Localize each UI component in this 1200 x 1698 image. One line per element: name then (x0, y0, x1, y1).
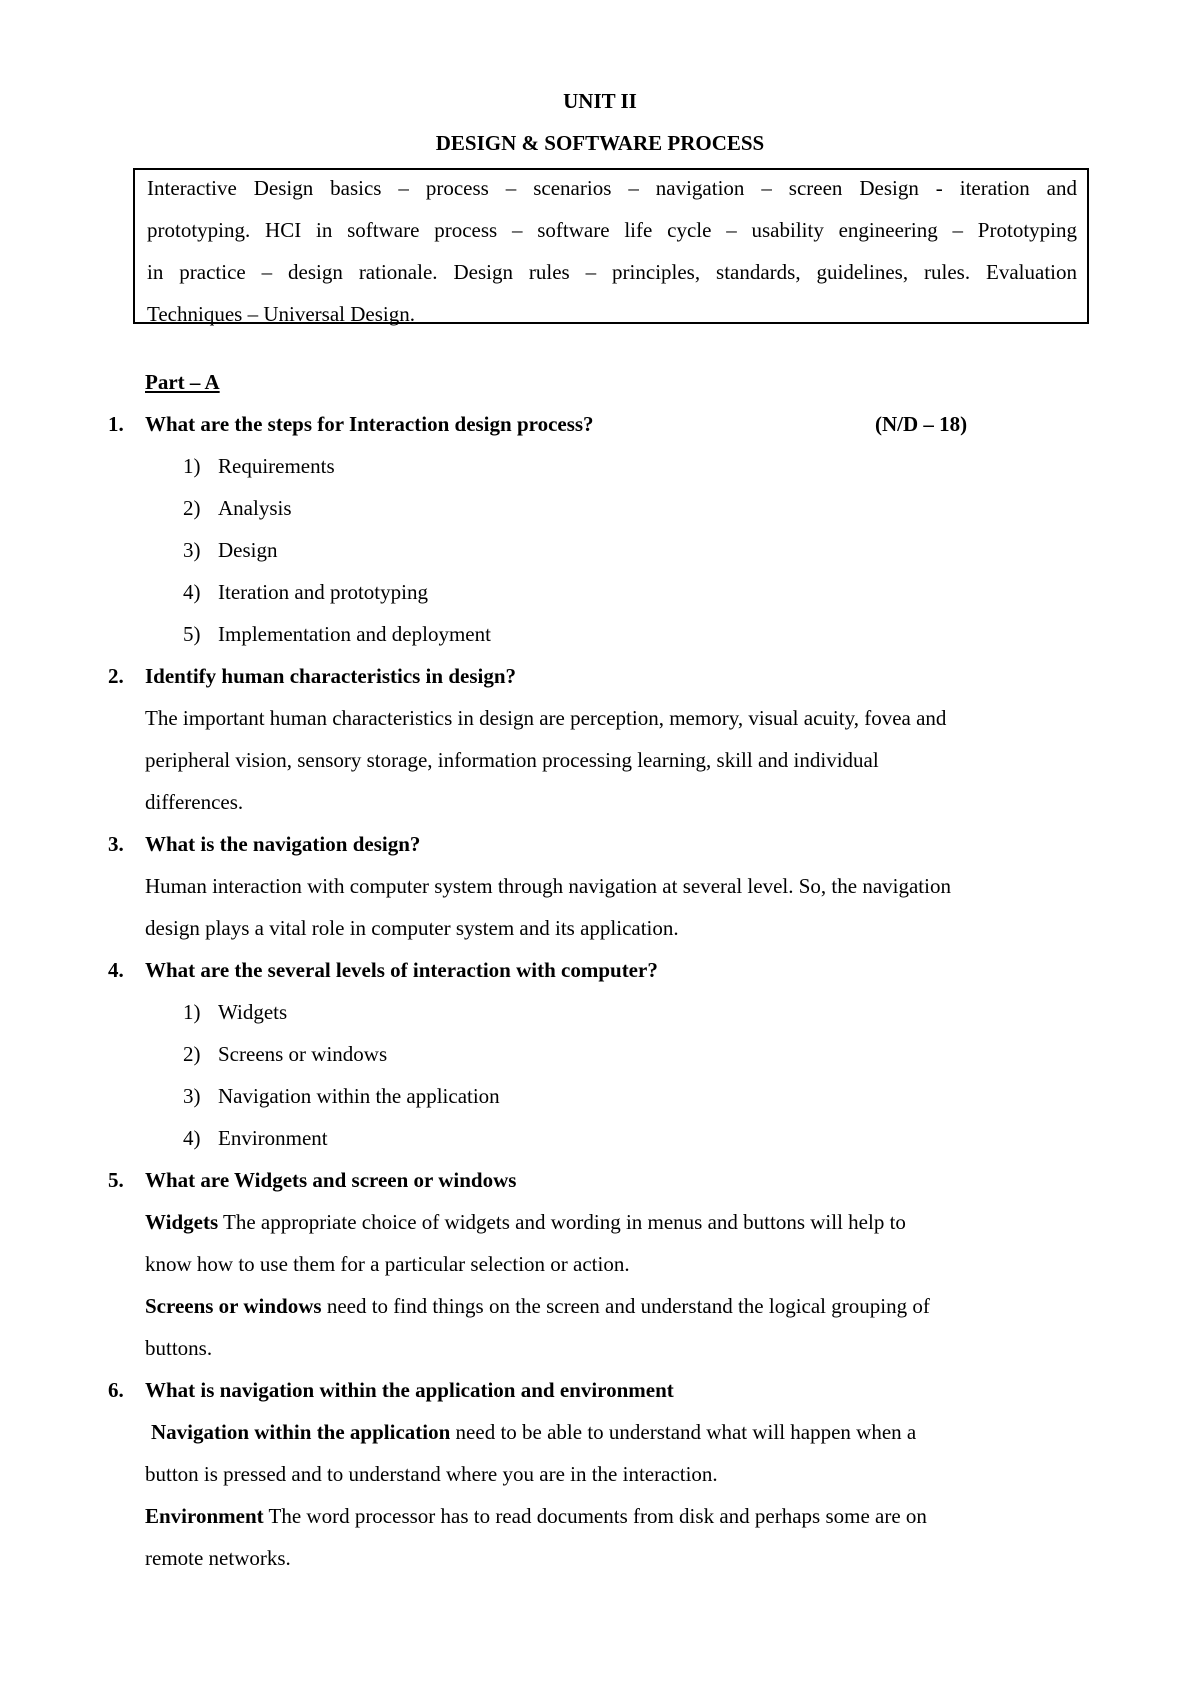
syllabus-line: in practice – design rationale. Design rules – principles, standards, guidelines, rules. Evaluation (147, 260, 1077, 284)
answer-line: button is pressed and to understand where you are in the interaction. (145, 1462, 718, 1486)
list-item: Design (218, 538, 278, 562)
answer-line: design plays a vital role in computer system and its application. (145, 916, 679, 940)
syllabus-line: Interactive Design basics – process – scenarios – navigation – screen Design - iteration and (147, 176, 1077, 200)
answer-line: buttons. (145, 1336, 213, 1360)
question-number: 3. (108, 832, 124, 856)
answer-line (145, 1208, 906, 1236)
list-item-number: 4) (183, 1126, 201, 1150)
list-item: Analysis (218, 496, 292, 520)
answer-line: differences. (145, 790, 244, 814)
question-text: What are the steps for Interaction design process? (145, 412, 594, 436)
list-item-number: 3) (183, 1084, 201, 1108)
list-item-number: 5) (183, 622, 201, 646)
answer-line: know how to use them for a particular selection or action. (145, 1252, 630, 1276)
list-item-number: 1) (183, 1000, 201, 1024)
question-text: What is the navigation design? (145, 832, 421, 856)
list-item: Iteration and prototyping (218, 580, 428, 604)
list-item: Navigation within the application (218, 1084, 500, 1108)
term-environment: Environment (145, 1504, 264, 1528)
syllabus-line: prototyping. HCI in software process – software life cycle – usability engineering – Prototyping (147, 218, 1077, 242)
answer-line: Human interaction with computer system through navigation at several level. So, the navigation (145, 874, 951, 898)
question-text: What are the several levels of interaction with computer? (145, 958, 658, 982)
question-number: 2. (108, 664, 124, 688)
list-item: Screens or windows (218, 1042, 388, 1066)
list-item-number: 1) (183, 454, 201, 478)
question-number: 5. (108, 1168, 124, 1192)
unit-title: DESIGN & SOFTWARE PROCESS (435, 131, 765, 155)
exam-tag: (N/D – 18) (875, 412, 968, 436)
list-item-number: 3) (183, 538, 201, 562)
answer-line: remote networks. (145, 1546, 291, 1570)
answer-line: The important human characteristics in design are perception, memory, visual acuity, fovea and (145, 706, 947, 730)
answer-text: The appropriate choice of widgets and wording in menus and buttons will help to (218, 1210, 906, 1234)
list-item: Environment (218, 1126, 328, 1150)
list-item-number: 2) (183, 496, 201, 520)
term-screens: Screens or windows (145, 1294, 322, 1318)
answer-text: need to be able to understand what will happen when a (450, 1420, 917, 1444)
list-item: Widgets (218, 1000, 288, 1024)
question-number: 4. (108, 958, 124, 982)
part-label: Part – A (145, 370, 220, 394)
question-text: What is navigation within the application and environment (145, 1378, 674, 1402)
question-text: What are Widgets and screen or windows (145, 1168, 517, 1192)
question-text: Identify human characteristics in design? (145, 664, 517, 688)
term-widgets: Widgets (145, 1210, 219, 1234)
question-number: 1. (108, 412, 124, 436)
list-item-number: 2) (183, 1042, 201, 1066)
answer-line (145, 1502, 927, 1530)
syllabus-box (133, 168, 1089, 324)
syllabus-line: Techniques – Universal Design. (147, 302, 415, 326)
answer-line: peripheral vision, sensory storage, information processing learning, skill and individual (145, 748, 879, 772)
answer-text: The word processor has to read documents from disk and perhaps some are on (263, 1504, 927, 1528)
question-number: 6. (108, 1378, 124, 1402)
unit-heading: UNIT II (563, 89, 637, 113)
list-item: Requirements (218, 454, 335, 478)
answer-line (151, 1418, 916, 1446)
term-navigation: Navigation within the application (151, 1420, 451, 1444)
answer-line (145, 1292, 930, 1320)
list-item: Implementation and deployment (218, 622, 491, 646)
list-item-number: 4) (183, 580, 201, 604)
answer-text: need to find things on the screen and understand the logical grouping of (321, 1294, 930, 1318)
